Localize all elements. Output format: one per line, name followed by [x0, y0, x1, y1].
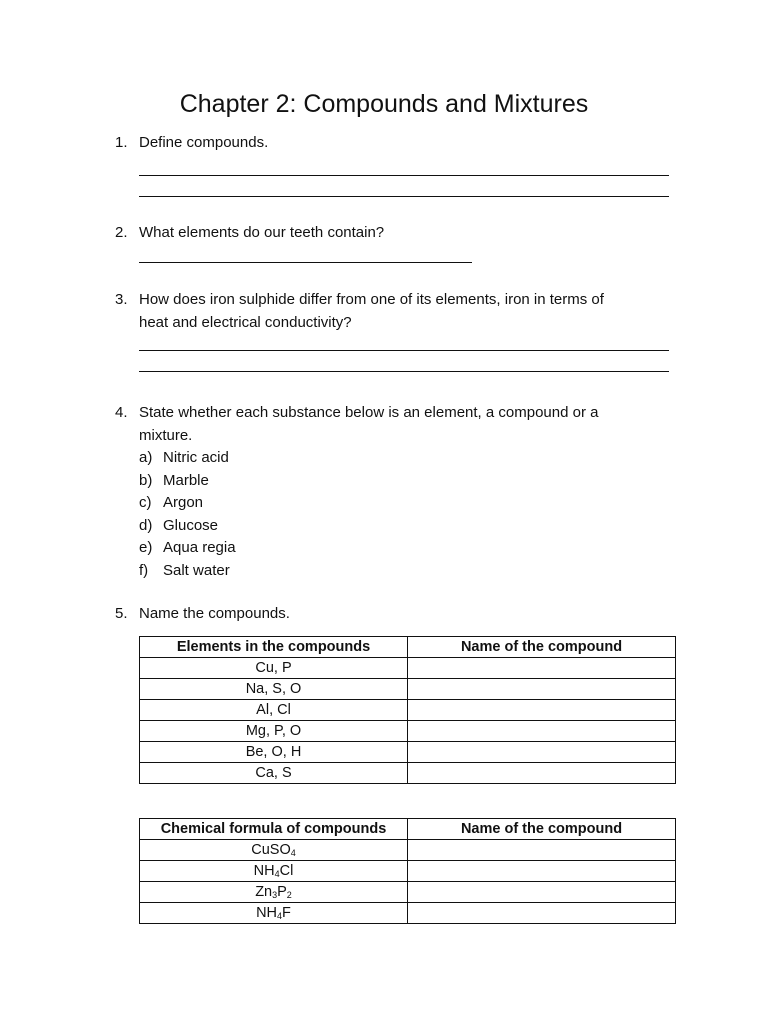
- elements-cell: Al, Cl: [140, 700, 408, 721]
- option-label: Glucose: [163, 516, 219, 534]
- column-header: Elements in the compounds: [140, 637, 408, 658]
- table-header-row: [140, 637, 676, 658]
- question-text: What elements do our teeth contain?: [139, 224, 385, 241]
- table-row: [140, 840, 676, 861]
- answer-cell[interactable]: [408, 679, 676, 700]
- answer-line[interactable]: [139, 371, 669, 372]
- answer-cell[interactable]: [408, 700, 676, 721]
- option-letter: b): [139, 471, 153, 489]
- question-text-line-2: heat and electrical conductivity?: [139, 313, 352, 331]
- list-item: [139, 560, 675, 583]
- list-item: [139, 515, 675, 538]
- page-title: Chapter 2: Compounds and Mixtures: [179, 90, 589, 118]
- option-letter: c): [139, 494, 152, 511]
- question-text-line-1: State whether each substance below is an element, a compound or a: [139, 404, 599, 421]
- table-row: [140, 721, 676, 742]
- answer-line[interactable]: [139, 262, 472, 263]
- formula-cell: $NH_4F$: [140, 903, 408, 924]
- answer-cell[interactable]: [408, 763, 676, 784]
- answer-line[interactable]: [139, 175, 669, 176]
- option-letter: d): [139, 516, 153, 534]
- elements-cell: Cu, P: [140, 658, 408, 679]
- question-number: 5.: [115, 605, 128, 622]
- answer-cell[interactable]: [408, 721, 676, 742]
- answer-cell[interactable]: [408, 840, 676, 861]
- option-label: Marble: [163, 471, 209, 489]
- column-header: Name of the compound: [408, 819, 676, 840]
- option-letter: f): [139, 561, 149, 579]
- list-item: [139, 537, 675, 560]
- table-row: [140, 861, 676, 882]
- answer-cell[interactable]: [408, 882, 676, 903]
- table-row: [140, 763, 676, 784]
- question-4: [115, 402, 675, 582]
- formula-table: [139, 818, 676, 924]
- option-list: [139, 447, 675, 582]
- table-row: [140, 658, 676, 679]
- list-item: [139, 447, 675, 470]
- answer-cell[interactable]: [408, 861, 676, 882]
- answer-line[interactable]: [139, 350, 669, 351]
- question-3: [115, 289, 675, 372]
- column-header: Chemical formula of compounds: [140, 819, 408, 840]
- option-label: Aqua regia: [163, 539, 236, 556]
- answer-cell[interactable]: [408, 742, 676, 763]
- table-row: [140, 882, 676, 903]
- table-row: [140, 742, 676, 763]
- option-letter: e): [139, 539, 153, 556]
- answer-line[interactable]: [139, 196, 669, 197]
- question-text: Define compounds.: [139, 134, 269, 151]
- column-header: Name of the compound: [408, 637, 676, 658]
- elements-table: [139, 636, 676, 784]
- formula-cell: $Zn_3P_2$: [140, 882, 408, 903]
- table-row: [140, 700, 676, 721]
- question-2: [115, 222, 675, 263]
- table-row: [140, 679, 676, 700]
- option-label: Nitric acid: [163, 449, 229, 466]
- answer-cell[interactable]: [408, 903, 676, 924]
- formula-cell: CuSO$_4$: [140, 840, 408, 861]
- elements-cell: Ca, S: [140, 763, 408, 784]
- option-label: Salt water: [163, 561, 230, 579]
- answer-cell[interactable]: [408, 658, 676, 679]
- option-letter: a): [139, 449, 153, 466]
- elements-cell: Mg, P, O: [140, 721, 408, 742]
- question-text-line-1: How does iron sulphide differ from one of its elements, iron in terms of: [139, 291, 604, 308]
- question-number: 4.: [115, 404, 128, 421]
- list-item: [139, 492, 675, 515]
- question-1: [115, 132, 675, 197]
- question-number: 2.: [115, 224, 128, 241]
- formula-cell: $NH_4Cl$: [140, 861, 408, 882]
- question-5: [115, 603, 675, 626]
- question-number: 3.: [115, 291, 128, 308]
- table-header-row: [140, 819, 676, 840]
- question-text: Name the compounds.: [139, 605, 290, 622]
- question-text-line-2: mixture.: [139, 426, 193, 444]
- list-item: [139, 470, 675, 493]
- option-label: Argon: [163, 494, 204, 511]
- elements-cell: Na, S, O: [140, 679, 408, 700]
- elements-cell: Be, O, H: [140, 742, 408, 763]
- table-row: [140, 903, 676, 924]
- question-number: 1.: [115, 134, 128, 151]
